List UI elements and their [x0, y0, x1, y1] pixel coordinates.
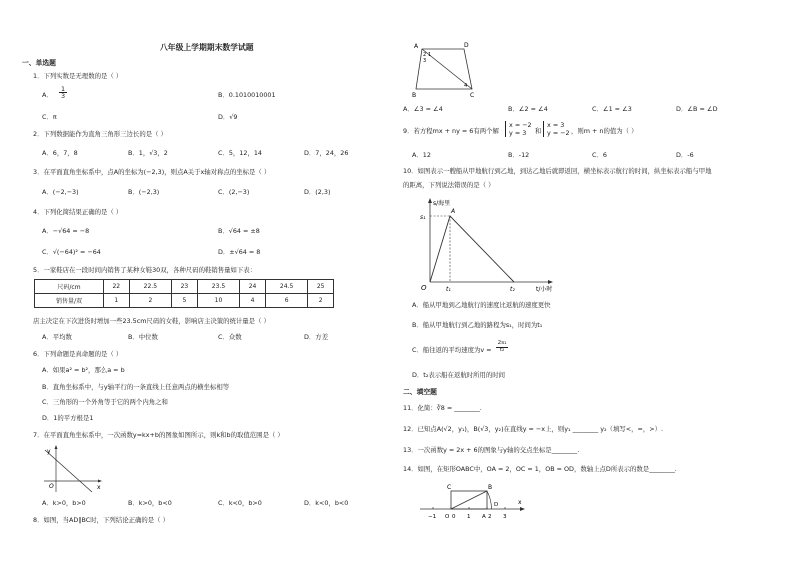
q4-option-c: C．√(−64)² = −64 [42, 248, 101, 256]
q9-option-c: C．6 [592, 151, 607, 159]
q3-option-b: B．(−2,3) [128, 188, 160, 196]
section-heading-single-choice: 一、单选题 [22, 59, 56, 67]
fraction-denominator: 3 [60, 92, 66, 101]
q8-option-b: B．∠2 = ∠4 [508, 105, 548, 113]
q10-stem-line2: 的距离，下列说法错误的是（ ） [403, 181, 495, 189]
origin-label: O [49, 483, 54, 490]
point-d-label: D [494, 502, 499, 508]
fraction-denominator: t₂ [499, 346, 505, 353]
q3-stem: 3．在平面直角坐标系中，点A的坐标为(−2,3)，则点A关于x轴对称点的坐标是（ ） [33, 168, 271, 176]
q3-option-d: D．(2,3) [304, 188, 331, 196]
q5-option-c: C．众数 [218, 333, 242, 341]
q10-option-c-fraction [496, 341, 508, 353]
q5-stem: 5．一家鞋店在一段时间内销售了某种女鞋30双，各种尺码的鞋销售量如下表： [33, 266, 257, 274]
count-cell: 2 [308, 294, 334, 308]
tick-label-3: 3 [503, 514, 507, 520]
count-cell: 4 [240, 294, 266, 308]
count-cell: 10 [197, 294, 240, 308]
tick-label-2: 2 [488, 514, 492, 520]
q3-option-a: A．(−2,−3) [42, 188, 79, 196]
q7-option-c: C．k<0，b>0 [218, 499, 262, 507]
q4-stem: 4．下列化简结果正确的是（ ） [33, 208, 123, 216]
q4-option-a: A．−√64 = −8 [42, 227, 90, 235]
q6-stem: 6．下列命题是真命题的是（ ） [33, 350, 123, 358]
x-axis-arrow [548, 280, 553, 284]
q7-stem: 7．在平面直角坐标系中，一次函数y=kx+b的图象如图所示，则k和b的取值范围是（ ） [33, 431, 284, 439]
q1-option-a: A． [42, 91, 53, 99]
x-axis-arrow [98, 480, 102, 483]
table-row [35, 280, 334, 294]
q5-option-b: B．中位数 [128, 333, 158, 341]
size-cell: 25 [308, 280, 334, 294]
q9-system-1 [505, 121, 532, 137]
count-cell: 2 [129, 294, 172, 308]
journey-line [430, 216, 514, 282]
count-cell: 6 [265, 294, 308, 308]
q7-option-b: B．k>0，b<0 [128, 499, 172, 507]
q14-number-line-figure [418, 479, 530, 521]
vertex-d-label: D [464, 42, 469, 49]
q9-option-d: D．-6 [676, 151, 694, 159]
fraction-numerator: 1 [60, 85, 66, 93]
q9-option-a: A．12 [412, 151, 431, 159]
size-cell: 22 [104, 280, 130, 294]
angle-4-label: 4 [464, 83, 468, 89]
point-b-label: B [488, 484, 493, 491]
point-a-label: A [482, 514, 486, 520]
q14-stem: 14．如图，在矩形OABC中，OA = 2，OC = 1，OB = OD，数轴上点D所表示的数是________. [403, 465, 677, 473]
y-axis-arrow [55, 445, 58, 449]
t2-label: t₂ [510, 286, 515, 292]
q5-option-d: D．方差 [304, 333, 329, 341]
size-cell: 22.5 [129, 280, 172, 294]
t1-label: t₁ [446, 286, 451, 292]
angle-2-label: 2 [423, 52, 427, 58]
q10-option-d: D．t₂表示船在返航时所用的时间 [412, 371, 506, 379]
angle-3-label: 3 [423, 58, 427, 64]
angle-1-label: 1 [428, 52, 432, 58]
diagonal-ob [451, 491, 487, 509]
size-cell: 24.5 [265, 280, 308, 294]
y-axis-arrow [428, 198, 432, 203]
q1-option-d: D．√9 [218, 113, 238, 121]
q5-follow-up: 店主决定在下次进货时增加一些23.5cm尺码的女鞋，影响店主决策的统计量是（ ） [33, 317, 270, 325]
q9-system-2 [543, 121, 570, 137]
table-header-cell: 尺码/cm [35, 280, 104, 294]
section-heading-fill-blank: 二、填空题 [403, 388, 437, 396]
q11-stem: 11．化简：∛8 = ________. [403, 404, 482, 412]
system-2-eq-2: y = −2 [547, 129, 570, 137]
x-axis-label: x [97, 484, 101, 491]
arc-bd [487, 491, 492, 509]
y-axis-label: s/海里 [433, 200, 451, 207]
vertex-a-label: A [414, 43, 419, 50]
q4-option-d: D．±√64 = 8 [218, 248, 261, 256]
q8-parallelogram-figure [412, 41, 480, 99]
q2-option-a: A．6，7，8 [42, 149, 78, 157]
system-1-eq-2: y = 3 [509, 129, 527, 137]
q1-stem: 1．下列实数是无理数的是（ ） [33, 72, 123, 80]
origin-label: O [421, 284, 427, 292]
q13-stem: 13．一次函数y = 2x + 6的图象与y轴的交点坐标是________. [403, 446, 580, 454]
vertex-b-label: B [412, 92, 417, 99]
q6-option-d: D．1的平方根是1 [42, 414, 94, 422]
q10-distance-time-graph [418, 196, 568, 292]
q10-stem-line1: 10．如图表示一艘船从甲地航行到乙地，到达乙地后就即返回，横坐标表示航行的时间，纵坐标表示船与甲地 [403, 167, 712, 175]
q7-option-a: A．k>0，b>0 [42, 499, 86, 507]
q9-stem-part1: 9．若方程mx + ny = 6有两个解 [403, 127, 499, 135]
size-cell: 23.5 [197, 280, 240, 294]
y-axis-label: y [47, 448, 51, 455]
q1-option-a-fraction [59, 86, 67, 100]
q10-option-a: A．船从甲地到乙地航行的速度比返航的速度更快 [412, 301, 551, 309]
q7-linear-function-graph [42, 444, 104, 494]
q2-stem: 2．下列数据能作为直角三角形三边长的是（ ） [33, 130, 167, 138]
tick-label-minus-1: −1 [428, 514, 437, 520]
x-axis-label: x [518, 499, 522, 506]
q9-and: 和 [535, 127, 542, 135]
system-2-eq-1: x = 3 [547, 121, 565, 129]
x-axis-label: t/小时 [536, 286, 553, 292]
q1-option-c: C．π [42, 113, 57, 121]
q2-option-d: D．7，24，26 [304, 149, 349, 157]
table-row [35, 294, 334, 308]
count-cell: 5 [172, 294, 198, 308]
vertex-c-label: C [470, 92, 475, 99]
q6-option-b: B．直角坐标系中，与y轴平行的一条直线上任意两点的横坐标相等 [42, 383, 230, 391]
size-cell: 23 [172, 280, 198, 294]
s1-label: s₁ [420, 214, 426, 221]
origin-label: O [445, 514, 450, 520]
tick-label-0: 0 [452, 514, 456, 520]
q8-option-a: A．∠3 = ∠4 [403, 105, 443, 113]
q12-stem: 12．已知点A(√2，y₁)，B(√3，y₂)在直线y = −x上，则y₁ ________ y₂（填写<，=，>）. [403, 425, 663, 433]
q8-stem: 8．如图，当AD∥BC时，下列结论正确的是（ ） [33, 516, 169, 524]
q1-option-b: B．0.1010010001 [218, 91, 276, 99]
q5-option-a: A．平均数 [42, 333, 72, 341]
system-1-eq-1: x = −2 [509, 121, 532, 129]
q8-option-c: C．∠1 = ∠3 [592, 105, 632, 113]
q2-option-c: C．5，12，14 [218, 149, 262, 157]
fraction-numerator: 2s₁ [497, 340, 507, 346]
q7-option-d: D．k<0，b<0 [304, 499, 349, 507]
peak-a-label: A [451, 208, 456, 215]
q6-option-c: C．三角形的一个外角等于它的两个内角之和 [42, 398, 168, 406]
number-line-arrow [520, 507, 525, 511]
count-cell: 1 [104, 294, 130, 308]
page-title: 八年级上学期期末数学试题 [160, 43, 254, 52]
tick-label-1: 1 [467, 514, 471, 520]
size-cell: 24 [240, 280, 266, 294]
point-c-label: C [447, 484, 452, 491]
q10-option-b: B．船从甲地航行到乙地的路程为s₁，时间为t₁ [412, 321, 543, 329]
q2-option-b: B．1，√3，2 [128, 149, 168, 157]
shoe-size-table [34, 279, 334, 308]
q6-option-a: A．如果a² = b²，那么a = b [42, 366, 125, 374]
q9-option-b: B．-12 [508, 151, 530, 159]
q4-option-b: B．√64 = ±8 [218, 227, 260, 235]
q3-option-c: C．(2,−3) [218, 188, 250, 196]
q8-option-d: D．∠B = ∠D [676, 105, 718, 113]
q10-option-c: C．船往返的平均速度为v = [412, 346, 492, 354]
q9-stem-part2: ，则m + n的值为（ ） [571, 127, 638, 135]
table-header-cell: 销售量/双 [35, 294, 104, 308]
